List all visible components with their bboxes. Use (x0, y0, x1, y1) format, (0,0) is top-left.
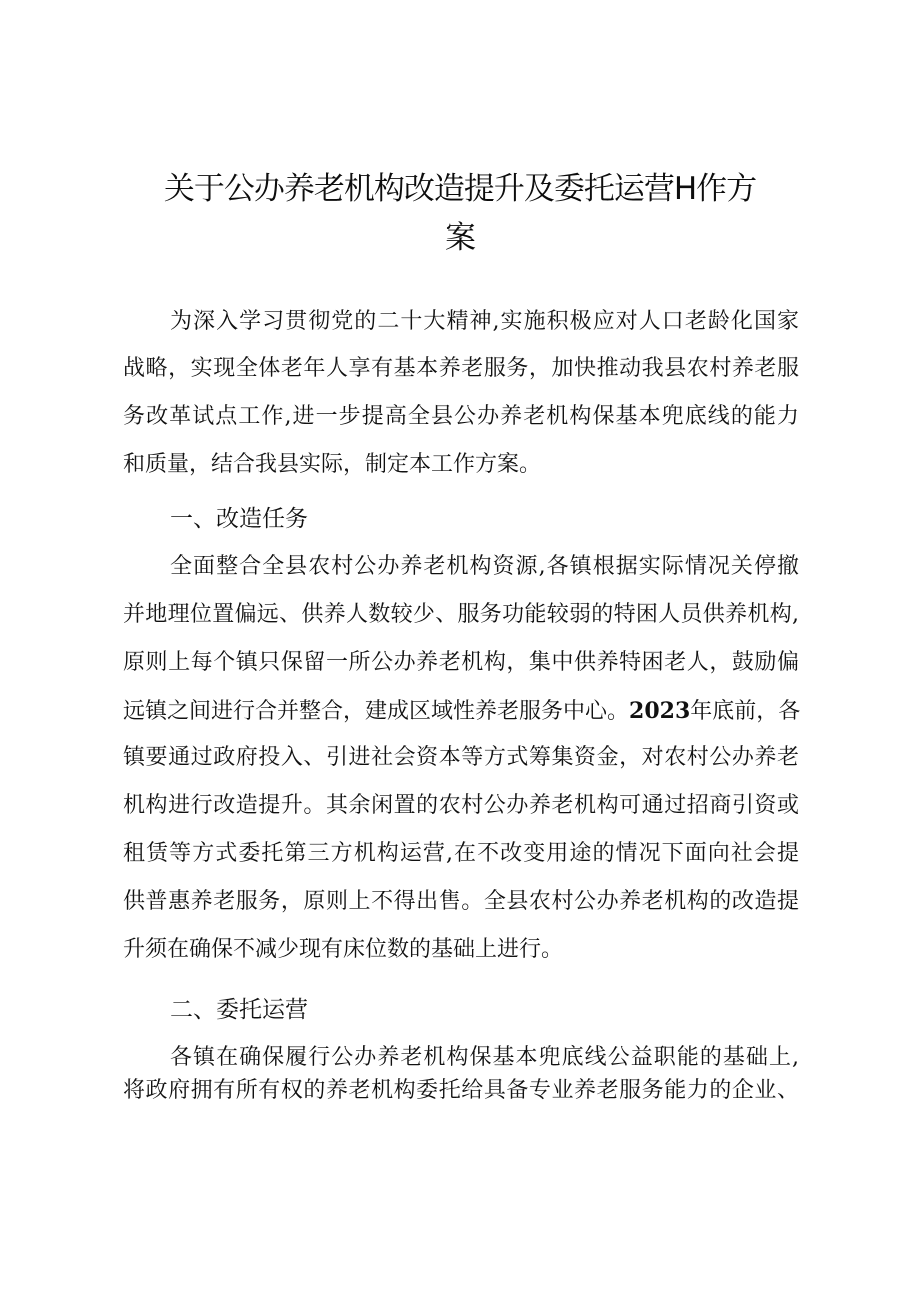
section-heading-1: 一、改造任务 (170, 506, 308, 532)
section1-line-4 (123, 696, 799, 727)
intro-line-3: 务改革试点工作,进一步提高全县公办养老机构保基本兜底线的能力 (123, 404, 799, 429)
section1-line-8: 供普惠养老服务，原则上不得出售。全县农村公办养老机构的改造提 (123, 889, 799, 914)
section1-line-4-text-a: 远镇之间进行合并整合，建成区域性养老服务中心。 (123, 699, 630, 724)
section1-line-7: 租赁等方式委托第三方机构运营,在不改变用途的情况下面向社会提 (123, 841, 799, 866)
intro-line-1: 为深入学习贯彻党的二十大精神,实施积极应对人口老龄化国家 (170, 309, 799, 334)
section2-line-2: 将政府拥有所有权的养老机构委托给具备专业养老服务能力的企业、 (123, 1078, 799, 1103)
document-title-line-2: 案 (445, 220, 475, 256)
section1-line-1: 全面整合全县农村公办养老机构资源,各镇根据实际情况关停撤 (170, 554, 799, 579)
document-title-line-1: 关于公办养老机构改造提升及委托运营H作方 (163, 171, 757, 207)
section1-line-5: 镇要通过政府投入、引进社会资本等方式筹集资金，对农村公办养老 (123, 745, 799, 770)
section1-line-2: 并地理位置偏远、供养人数较少、服务功能较弱的特困人员供养机构, (123, 602, 799, 627)
section1-year: 2023 (629, 698, 691, 724)
section1-line-6: 机构进行改造提升。其余闲置的农村公办养老机构可通过招商引资或 (123, 793, 799, 818)
intro-line-2: 战略，实现全体老年人享有基本养老服务，加快推动我县农村养老服 (123, 356, 799, 381)
section1-line-3: 原则上每个镇只保留一所公办养老机构，集中供养特困老人，鼓励偏 (123, 650, 799, 675)
intro-line-4: 和质量，结合我县实际，制定本工作方案。 (123, 452, 542, 477)
section-heading-2: 二、委托运营 (170, 997, 308, 1023)
section2-line-1: 各镇在确保履行公办养老机构保基本兜底线公益职能的基础上, (170, 1045, 799, 1070)
section1-line-4-text-b: 年底前，各 (690, 699, 801, 724)
section1-line-9: 升须在确保不减少现有床位数的基础上进行。 (123, 937, 564, 962)
